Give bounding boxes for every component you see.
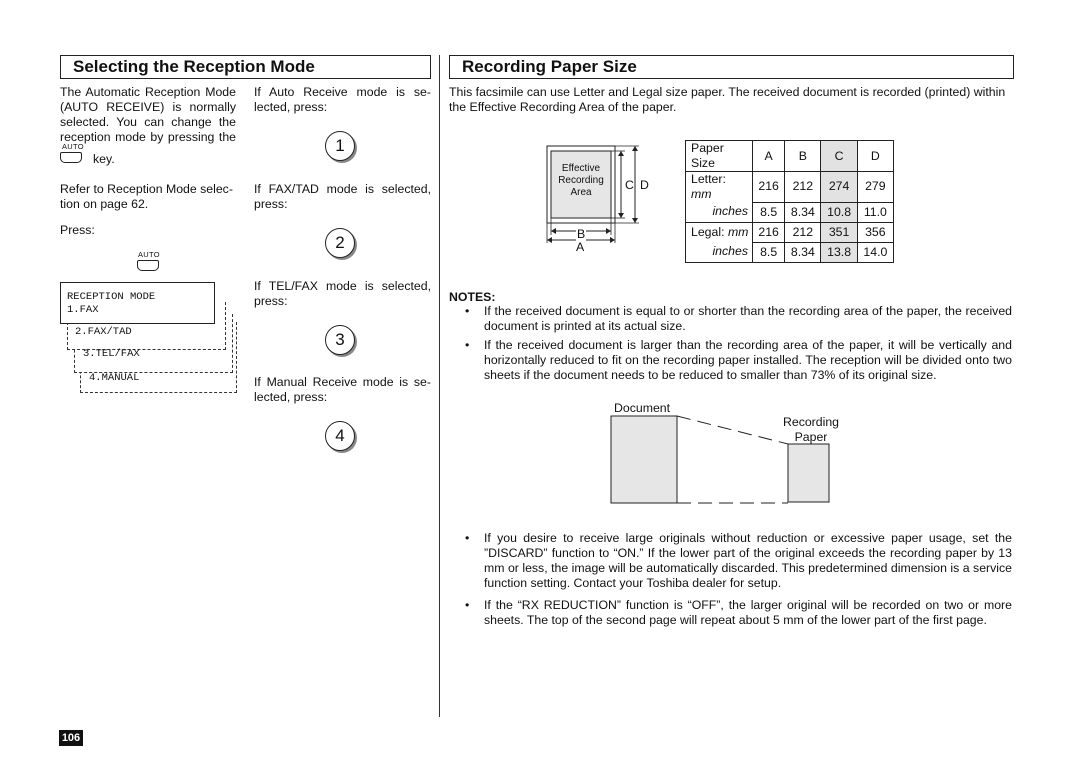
number-key-1-icon: 1	[325, 131, 355, 161]
lcd-item-3: 3.TEL/FAX	[83, 348, 140, 360]
key-word: key.	[93, 152, 115, 166]
number-key-3-icon: 3	[325, 325, 355, 355]
press-auto-key-label: AUTO	[138, 250, 160, 259]
press-auto-key-icon	[137, 260, 159, 271]
dim-label-c: C	[625, 178, 634, 192]
bullet-icon: •	[465, 338, 470, 352]
right-intro-text: This facsimile can use Letter and Legal size paper. The received document is recorded (printed) within the Effective Recording Area of the paper.	[449, 85, 1006, 114]
step-3-text: If TEL/FAX mode is selected, press:	[254, 279, 431, 308]
number-key-4-icon: 4	[325, 421, 355, 451]
recording-label: Recording Paper	[782, 415, 840, 444]
number-key-2-icon: 2	[325, 228, 355, 258]
table-header-row: Paper Size A B C D	[686, 141, 894, 172]
press-label: Press:	[60, 223, 95, 237]
table-row: Letter: mm 216 212 274 279	[686, 172, 894, 203]
table-row: inches 8.5 8.34 13.8 14.0	[686, 242, 894, 262]
area-label-3: Area	[570, 187, 592, 198]
lcd-item-4: 4.MANUAL	[89, 372, 140, 384]
intro-text: The Automatic Reception Mode (AUTO RECEIVE) is normally selected. You can change the reception mode by pressing the	[60, 85, 236, 144]
bullet-icon: •	[465, 531, 470, 545]
refer-text: Refer to Reception Mode selec- tion on page 62.	[60, 182, 233, 211]
auto-key-label: AUTO	[62, 142, 84, 151]
notes-heading: NOTES:	[449, 290, 496, 304]
lcd-title: RECEPTION MODE	[67, 291, 156, 303]
document-label: Document	[614, 401, 671, 415]
paper-area-diagram	[545, 143, 655, 255]
step-2-text: If FAX/TAD mode is selected, press:	[254, 182, 431, 211]
step-1-text: If Auto Receive mode is se- lected, press:	[254, 85, 431, 114]
table-row: inches 8.5 8.34 10.8 11.0	[686, 202, 894, 222]
section-heading-reception-mode	[60, 55, 431, 79]
bullet-icon: •	[465, 304, 470, 318]
table-row: Legal: mm 216 212 351 356	[686, 222, 894, 242]
column-divider	[439, 55, 440, 717]
page-number: 106	[59, 730, 83, 746]
dim-label-a: A	[576, 240, 585, 254]
paper-size-table	[685, 140, 894, 263]
lcd-display	[60, 282, 240, 397]
dim-label-b: B	[577, 227, 586, 241]
dim-label-d: D	[640, 178, 649, 192]
area-label-2: Recording	[558, 175, 604, 186]
section-heading-recording-paper	[449, 55, 1014, 79]
auto-key-icon	[60, 152, 82, 163]
lcd-item-2: 2.FAX/TAD	[75, 326, 132, 338]
lcd-item-1: 1.FAX	[67, 304, 99, 316]
step-4-text: If Manual Receive mode is se- lected, press:	[254, 375, 431, 404]
heading-text: Selecting the Reception Mode	[73, 57, 315, 76]
reduction-diagram	[605, 410, 835, 510]
area-label-1: Effective	[561, 163, 601, 174]
heading-text: Recording Paper Size	[462, 57, 637, 76]
bullet-icon: •	[465, 598, 470, 612]
